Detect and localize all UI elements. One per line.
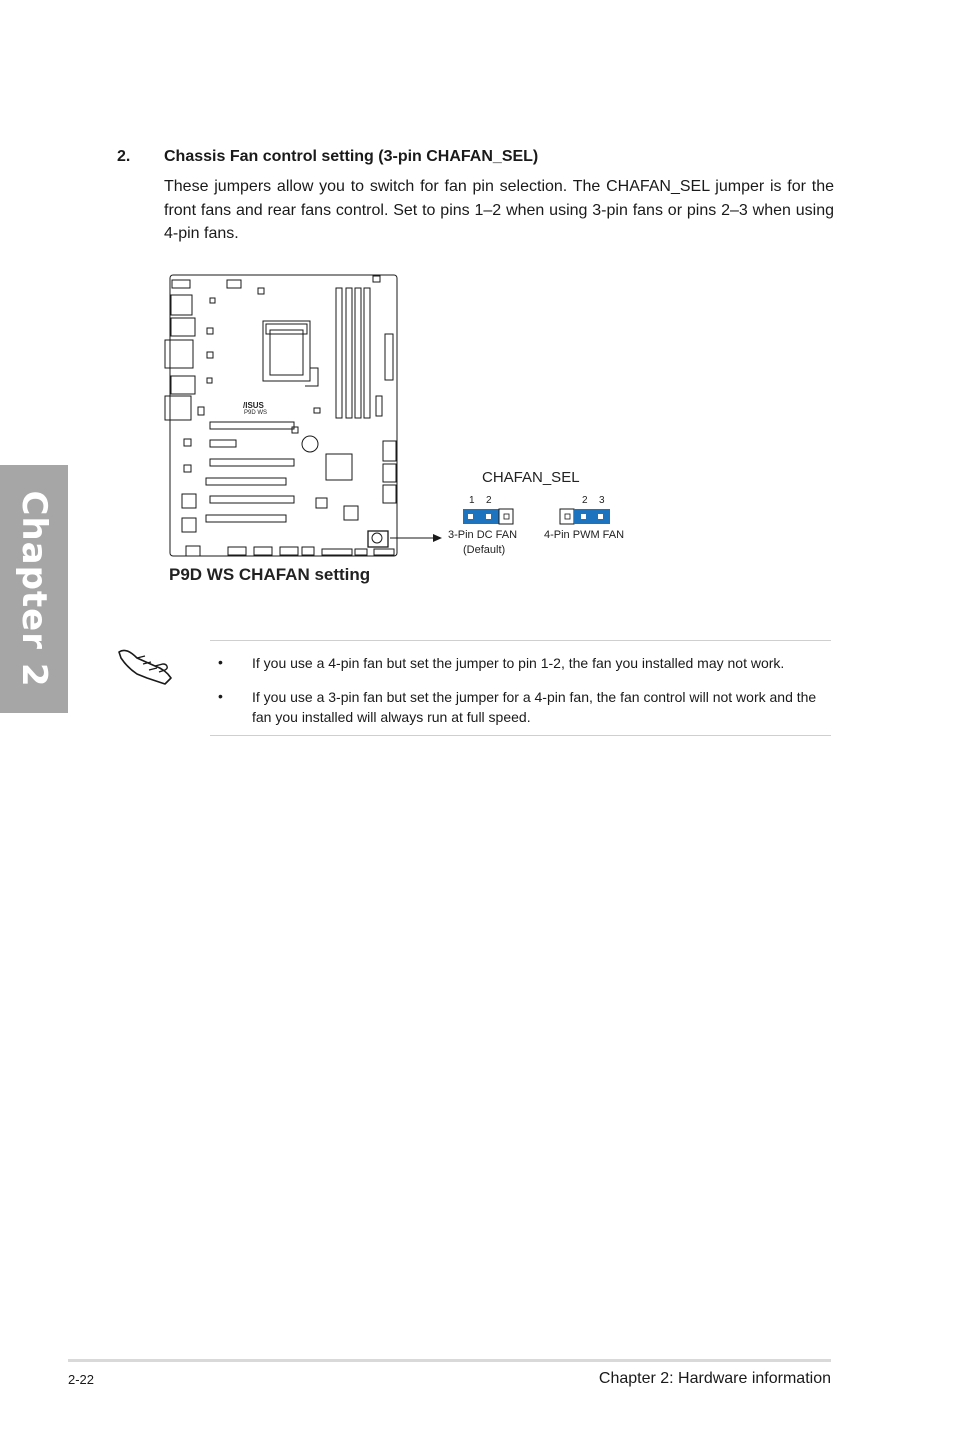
option-b-pin-2: 2 (582, 495, 588, 506)
option-a-pin-1: 1 (469, 495, 475, 506)
diagram-caption: P9D WS CHAFAN setting (169, 565, 371, 584)
battery (302, 436, 318, 452)
chipset (326, 454, 352, 480)
section-body: These jumpers allow you to switch for fan pin selection. The CHAFAN_SEL jumper is for the front fans and rear fans control. Set to pins 1–2 when using 3-pin fans or pins 2–3 when using 4-pin fans. (164, 178, 834, 242)
section-number: 2. (117, 148, 131, 165)
small-header (373, 276, 380, 282)
chafan-jumper-marker (372, 533, 382, 543)
page-number: 2-22 (68, 1372, 95, 1387)
small-header (292, 427, 298, 433)
pcie-slot (210, 496, 294, 503)
motherboard-illustration (150, 268, 650, 598)
note-item: If you use a 3-pin fan but set the jumper for a 4-pin fan, the fan control will not work and the fan you installed will always run at full speed. (252, 689, 817, 725)
dimm-slot (336, 288, 342, 418)
note-bullet: • (218, 688, 223, 704)
footer-chapter-title: Chapter 2: Hardware information (598, 1370, 831, 1387)
sata-port (383, 441, 396, 461)
bottom-header (280, 547, 298, 555)
small-header (207, 378, 212, 383)
option-b-jumper (560, 509, 610, 524)
bottom-header (254, 547, 272, 555)
io-port (171, 295, 192, 315)
atx-power-header (385, 334, 393, 380)
chapter-tab-label: Chapter 2 (14, 490, 54, 688)
option-a-pin-2: 2 (486, 495, 492, 506)
board-model: P9D WS (244, 410, 268, 416)
sata-header (376, 396, 382, 416)
small-header (198, 407, 204, 415)
option-a-sublabel: (Default) (463, 544, 506, 556)
pcie-slot (210, 459, 294, 466)
option-b-label: 4-Pin PWM FAN (544, 529, 625, 541)
chapter-side-tab (0, 465, 68, 713)
hand-pointer-icon (115, 638, 175, 688)
board-logo: /ISUS (243, 401, 264, 410)
io-port (172, 280, 190, 288)
pcie-slot (206, 515, 286, 522)
chip (344, 506, 358, 520)
io-port (171, 318, 195, 336)
sata-port (383, 464, 396, 482)
io-port (171, 376, 195, 394)
chip (316, 498, 327, 508)
option-a-label: 3-Pin DC FAN (448, 529, 518, 541)
pcie-slot (206, 478, 286, 485)
small-header (210, 298, 215, 303)
bottom-header (302, 547, 314, 555)
section-title: Chassis Fan control setting (3-pin CHAFAN_SEL) (164, 148, 539, 165)
small-header (184, 465, 191, 472)
bottom-header (355, 549, 367, 555)
bottom-header (228, 547, 246, 555)
bottom-header (186, 546, 200, 556)
pcie-slot (210, 440, 236, 447)
small-header (184, 439, 191, 446)
cpu-power-header (227, 280, 241, 288)
sata-port (383, 485, 396, 503)
pcie-slot (210, 422, 294, 429)
cpu-socket-inner (270, 330, 303, 375)
dimm-slot (364, 288, 370, 418)
bottom-header (374, 549, 394, 555)
chafan-diagram (150, 268, 650, 598)
bottom-header (322, 549, 352, 555)
footer-rule (68, 1359, 831, 1362)
jumper-title: CHAFAN_SEL (482, 469, 580, 486)
small-header (258, 288, 264, 294)
cpu-socket-latch (266, 324, 307, 334)
small-header (314, 408, 320, 413)
note-bullet: • (218, 654, 223, 670)
option-b-pin-3: 3 (599, 495, 605, 506)
small-header (207, 328, 213, 334)
cpu-lever (305, 368, 318, 386)
dimm-slot (355, 288, 361, 418)
dimm-slot (346, 288, 352, 418)
io-port (165, 396, 191, 420)
small-header (182, 518, 196, 532)
small-header (182, 494, 196, 508)
small-header (207, 352, 213, 358)
io-port (165, 340, 193, 368)
note-box (210, 640, 831, 736)
option-a-jumper (463, 509, 513, 524)
callout-arrowhead (433, 534, 442, 542)
note-item: If you use a 4-pin fan but set the jumper to pin 1-2, the fan you installed may not work. (252, 655, 785, 671)
